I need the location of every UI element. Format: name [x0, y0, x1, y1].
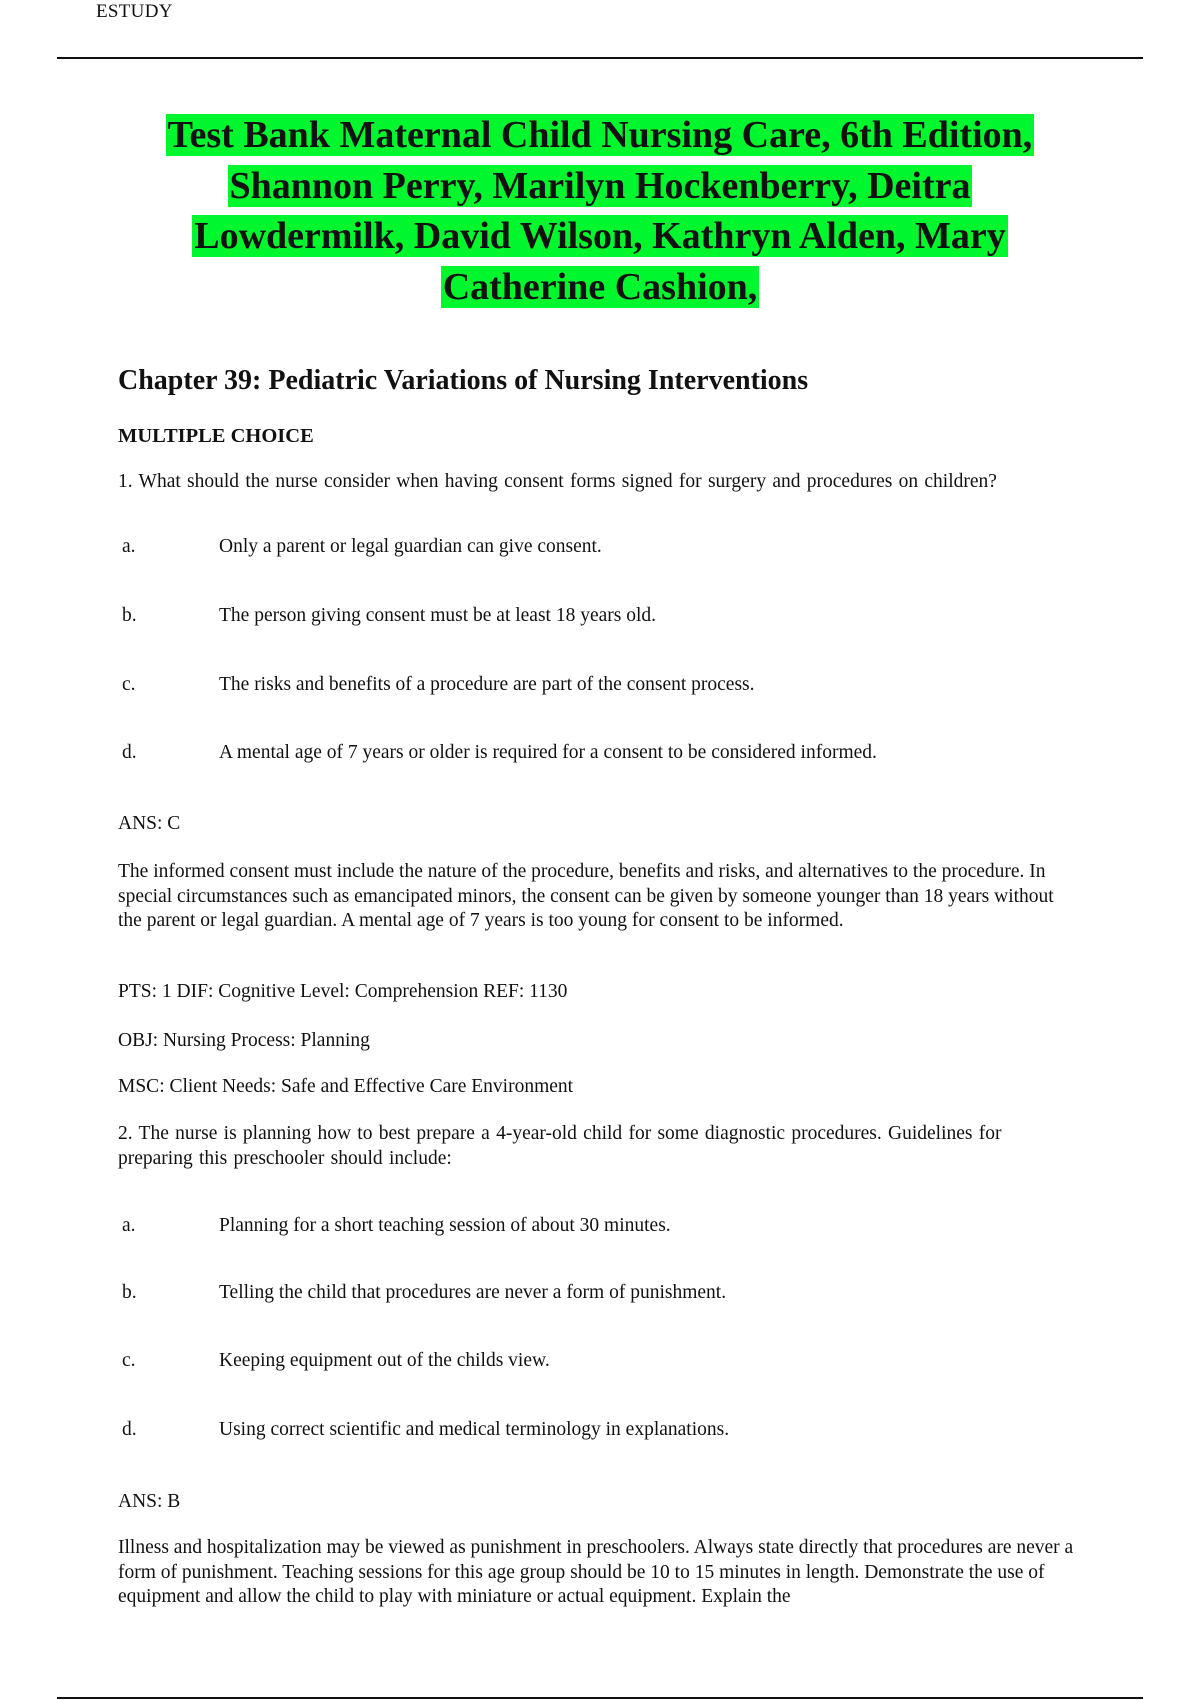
option-text: The person giving consent must be at least 18 years old. [219, 605, 657, 626]
option-text: Planning for a short teaching session of about 30 minutes. [219, 1215, 671, 1236]
question-1-stem: 1. What should the nurse consider when having consent forms signed for surgery and procedures on children? [118, 471, 997, 492]
option-text: Using correct scientific and medical terminology in explanations. [219, 1419, 730, 1440]
option-letter: b. [122, 605, 137, 626]
option-letter: d. [122, 1419, 137, 1440]
title-line: Lowdermilk, David Wilson, Kathryn Alden, Mary [194, 215, 1006, 257]
option-text: Telling the child that procedures are never a form of punishment. [219, 1282, 727, 1303]
header-rule [57, 57, 1143, 59]
option-letter: a. [122, 536, 136, 557]
option-letter: a. [122, 1215, 136, 1236]
option-letter: c. [122, 674, 136, 695]
question-1-obj-line: OBJ: Nursing Process: Planning [118, 1030, 370, 1051]
option-letter: b. [122, 1282, 137, 1303]
section-label: MULTIPLE CHOICE [118, 425, 314, 447]
footer-rule [57, 1697, 1143, 1699]
header-brand: ESTUDY [96, 1, 173, 22]
question-2-rationale: Illness and hospitalization may be viewed as punishment in preschoolers. Always state directly that procedures are never a form of punishment. Teaching sessions for this age group should be 10 to 15 minutes in length. Demonstrate the use of equipment and allow the child to play with miniature or actual equipment. Explain the [118, 1537, 1074, 1607]
option-letter: d. [122, 742, 137, 763]
question-1-answer: ANS: C [118, 813, 181, 834]
option-text: Keeping equipment out of the childs view. [219, 1350, 550, 1371]
question-1-rationale: The informed consent must include the nature of the procedure, benefits and risks, and alternatives to the procedure. In special circumstances such as emancipated minors, the consent can be given by someone younger than 18 years without the parent or legal guardian. A mental age of 7 years is too young for consent to be informed. [118, 861, 1054, 931]
question-1-msc-line: MSC: Client Needs: Safe and Effective Care Environment [118, 1076, 574, 1097]
question-2-answer: ANS: B [118, 1491, 181, 1512]
question-1-pts-line: PTS: 1 DIF: Cognitive Level: Comprehension REF: 1130 [118, 981, 568, 1002]
title-line: Catherine Cashion, [442, 265, 758, 308]
option-letter: c. [122, 1350, 136, 1371]
option-text: The risks and benefits of a procedure are part of the consent process. [219, 674, 755, 695]
option-text: Only a parent or legal guardian can give consent. [219, 536, 602, 557]
chapter-title: Chapter 39: Pediatric Variations of Nursing Interventions [118, 365, 809, 396]
title-line: Shannon Perry, Marilyn Hockenberry, Deitra [229, 164, 971, 207]
document-title [100, 110, 1100, 312]
option-text: A mental age of 7 years or older is required for a consent to be considered informed. [219, 742, 877, 763]
question-2-stem: 2. The nurse is planning how to best prepare a 4-year-old child for some diagnostic procedures. Guidelines for preparing this preschooler should include: [118, 1123, 1002, 1169]
title-line: Test Bank Maternal Child Nursing Care, 6th Edition, [167, 114, 1033, 156]
